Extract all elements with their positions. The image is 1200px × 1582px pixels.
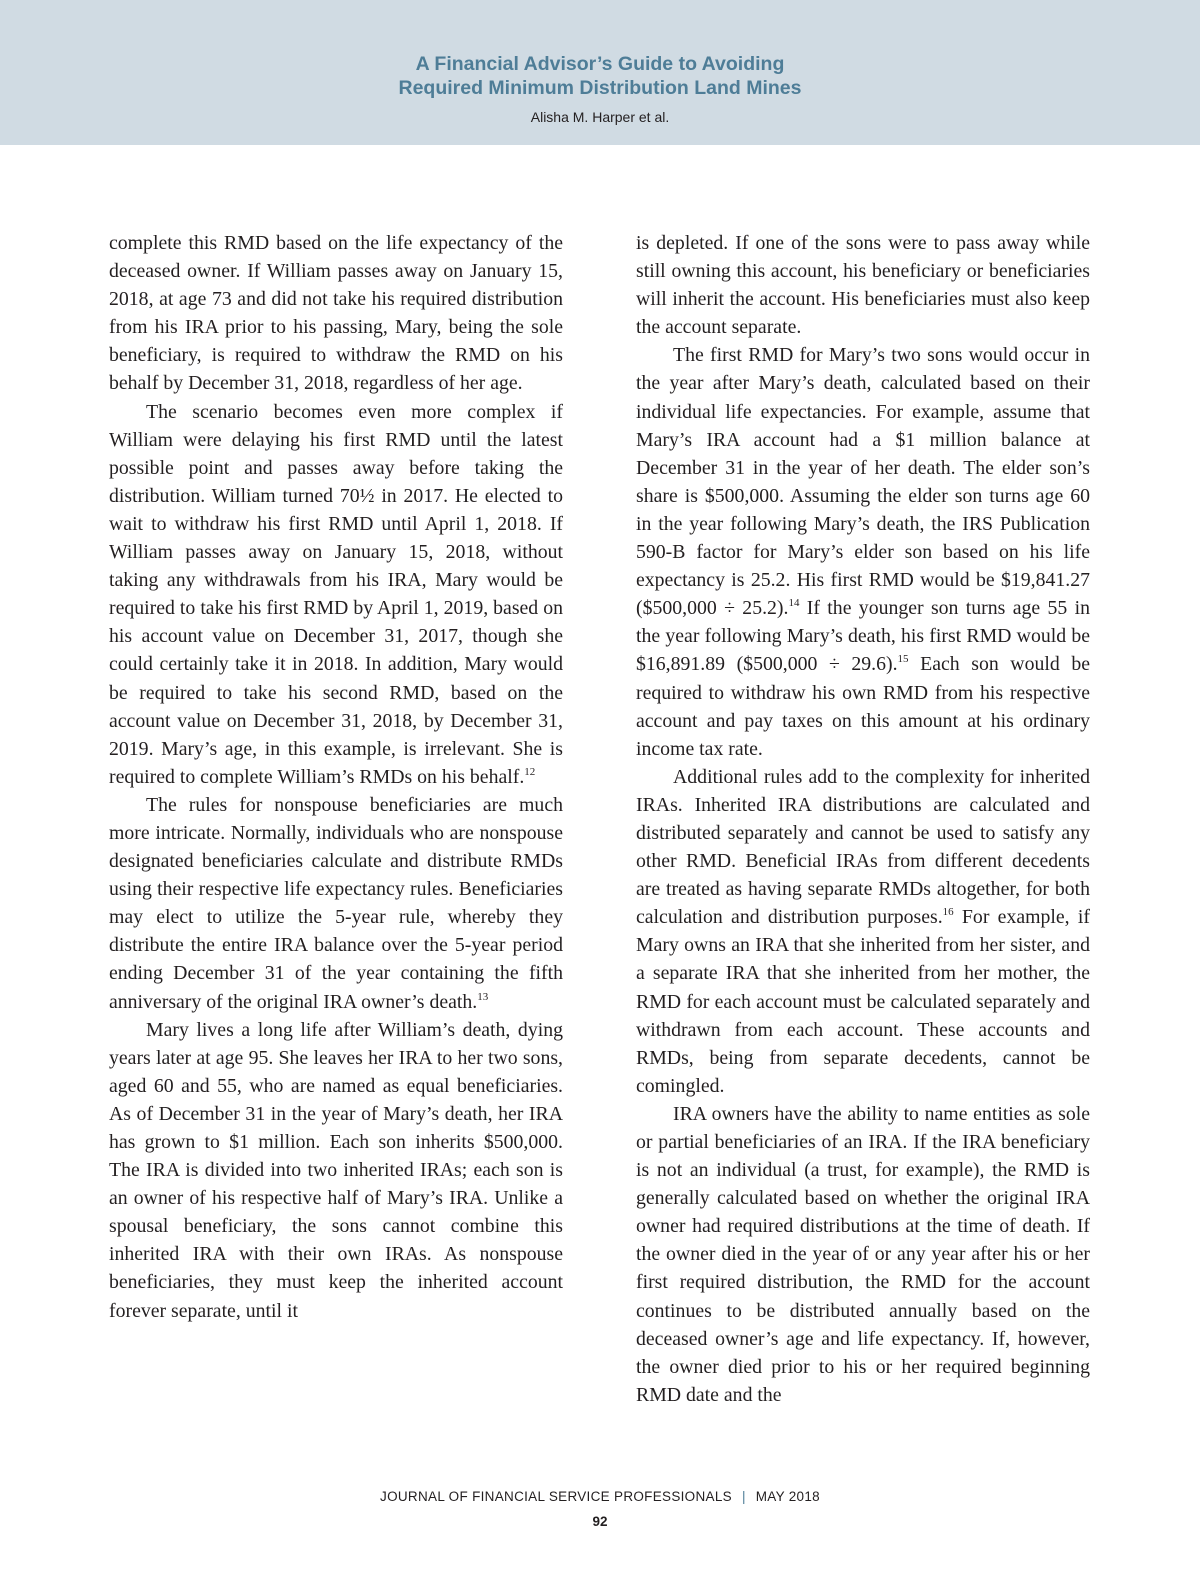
- footer-separator: |: [741, 1489, 746, 1504]
- footnote-ref: 12: [524, 765, 536, 778]
- paragraph: The scenario becomes even more complex if William were delaying his first RMD until the latest possible point and passes away before taking the distribution. William turned 70½ in 2017. He elected to wait to withdraw his first RMD until April 1, 2018. If William passes away on January 15, 2018, without taking any withdrawals from his IRA, Mary would be required to take his first RMD by April 1, 2019, based on his account value on December 31, 2017, though she could certainly take it in 2018. In addition, Mary would be required to take his second RMD, based on the account value on December 31, 2018, by December 31, 2019. Mary’s age, in this example, is irrelevant. She is required to complete William’s RMDs on his behalf.$^{12}$: [109, 400, 563, 788]
- paragraph: Mary lives a long life after William’s death, dying years later at age 95. She leaves her IRA to her two sons, aged 60 and 55, who are named as equal beneficiaries. As of December 31 in the year of Mary’s death, her IRA has grown to $1 million. Each son inherits $500,000. The IRA is divided into two inherited IRAs; each son is an owner of his respective half of Mary’s IRA. Unlike a spousal beneficiary, the sons cannot combine this inherited IRA with their own IRAs. As nonspouse beneficiaries, they must keep the inherited account forever separate, until it: [109, 1018, 563, 1322]
- issue-date: MAY 2018: [755, 1489, 820, 1504]
- paragraph: is depleted. If one of the sons were to pass away while still owning this account, his beneficiary or beneficiaries will inherit the account. His beneficiaries must also keep the account separate.: [636, 232, 1090, 339]
- footer-journal-line: [0, 1489, 1200, 1504]
- footnote-ref: 14: [788, 597, 800, 610]
- right-column: [636, 229, 1090, 1409]
- article-title: [0, 52, 1200, 100]
- page-number: 92: [592, 1514, 608, 1529]
- paragraph: The rules for nonspouse beneficiaries are much more intricate. Normally, individuals who are nonspouse designated beneficiaries calculate and distribute RMDs using their respective life expectancy rules. Beneficiaries may elect to utilize the 5-year rule, whereby they distribute the entire IRA balance over the 5-year period ending December 31 of the year containing the fifth anniversary of the original IRA owner’s death.$^{13}$: [109, 793, 563, 1013]
- paragraph: complete this RMD based on the life expectancy of the deceased owner. If William passes away on January 15, 2018, at age 73 and did not take his required distribution from his IRA prior to his passing, Mary, being the sole beneficiary, is required to withdraw the RMD on his behalf by December 31, 2018, regardless of her age.: [109, 232, 563, 395]
- paragraph: IRA owners have the ability to name entities as sole or partial beneficiaries of an IRA. If the IRA beneficiary is not an individual (a trust, for example), the RMD is generally calculated based on whether the original IRA owner had required distributions at the time of death. If the owner died in the year of or any year after his or her first required distribution, the RMD for the account continues to be distributed annually based on the deceased owner’s age and life expectancy. If, however, the owner died prior to his or her required beginning RMD date and the: [636, 1102, 1090, 1406]
- footnote-ref: 16: [942, 906, 954, 919]
- left-column: [109, 229, 563, 1325]
- journal-name: JOURNAL OF FINANCIAL SERVICE PROFESSIONALS: [380, 1489, 732, 1504]
- article-author: Alisha M. Harper et al.: [530, 109, 670, 125]
- paragraph: The first RMD for Mary’s two sons would occur in the year after Mary’s death, calculated based on their individual life expectancies. For example, assume that Mary’s IRA account had a $1 million balance at December 31 in the year of her death. The elder son’s share is $500,000. Assuming the elder son turns age 60 in the year following Mary’s death, the IRS Publication 590-B factor for Mary’s elder son based on his life expectancy is 25.2. His first RMD would be $19,841.27 ($500,000 ÷ 25.2).$^{14}$ If the younger son turns age 55 in the year following Mary’s death, his first RMD would be $16,891.89 ($500,000 ÷ 29.6).$^{15}$ Each son would be required to withdraw his own RMD from his respective account and pay taxes on this amount at his ordinary income tax rate.: [636, 344, 1091, 760]
- paragraph: Additional rules add to the complexity for inherited IRAs. Inherited IRA distributions are calculated and distributed separately and cannot be used to satisfy any other RMD. Beneficial IRAs from different decedents are treated as having separate RMDs altogether, for both calculation and distribution purposes.$^{16}$ For example, if Mary owns an IRA that she inherited from her sister, and a separate IRA that she inherited from her mother, the RMD for each account must be calculated separately and withdrawn from each account. These accounts and RMDs, being from separate decedents, cannot be comingled.: [636, 765, 1090, 1097]
- footnote-ref: 13: [477, 990, 489, 1003]
- footnote-ref: 15: [897, 653, 909, 666]
- article-title-line-2: Required Minimum Distribution Land Mines: [398, 77, 802, 99]
- article-title-line-1: A Financial Advisor’s Guide to Avoiding: [415, 53, 785, 75]
